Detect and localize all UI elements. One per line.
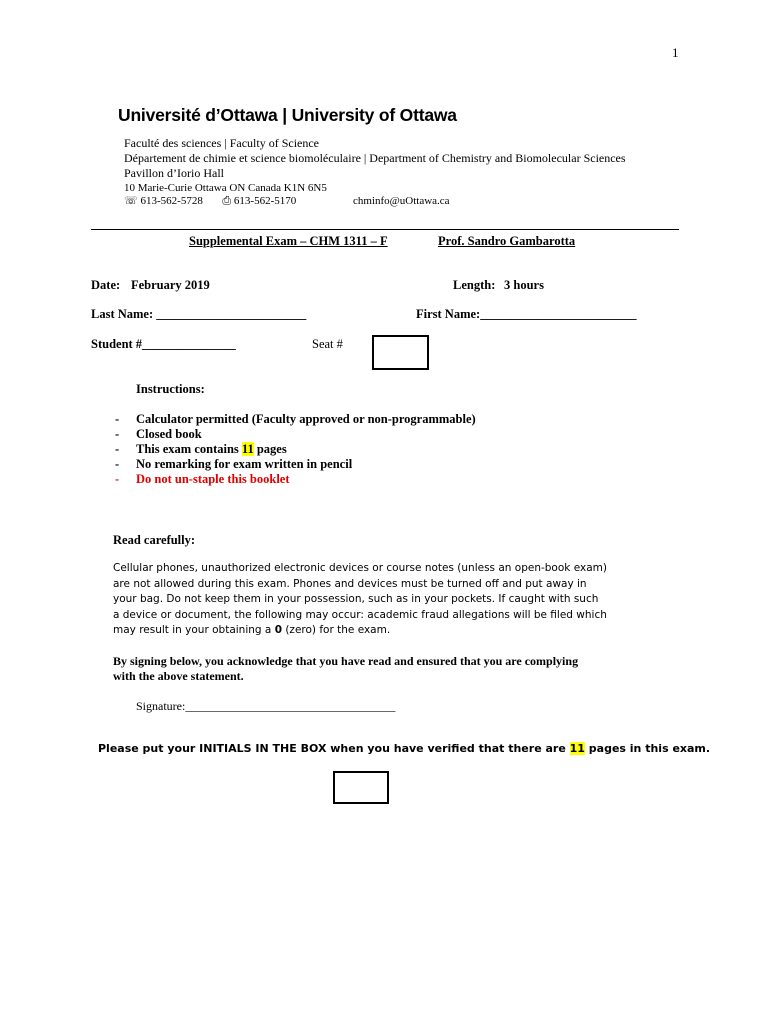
list-item [115,442,535,457]
initials-box[interactable] [333,771,389,804]
bullet-dash: - [115,472,120,486]
telephone-icon: ☏ [124,195,138,207]
instruction-text-warning: Do not un-staple this booklet [136,472,290,486]
instruction-text: Calculator permitted (Faculty approved or non-programmable) [136,412,476,426]
faculty-line: Faculté des sciences | Faculty of Science [124,136,319,150]
list-item [115,427,535,442]
paragraph-line-post: (zero) for the exam. [282,624,391,636]
date-label: Date: [91,278,121,292]
header-divider [91,229,679,230]
sign-statement-line2: with the above statement. [113,669,244,683]
building-line: Pavillon d’Iorio Hall [124,166,224,180]
professor-name: Prof. Sandro Gambarotta [438,234,576,248]
student-number-field[interactable]: Student #_______________ [91,337,236,351]
signature-field[interactable]: Signature:___________________________________ [136,699,396,713]
zero-grade: 0 [274,624,282,636]
last-name-field[interactable]: Last Name: ________________________ [91,307,307,321]
page-count-highlight: 11 [241,442,254,456]
initials-instruction-post: pages in this exam. [584,742,711,755]
paragraph-line-pre: may result in your obtaining a [113,624,275,636]
instruction-text: Closed book [136,427,202,441]
paragraph-line: Cellular phones, unauthorized electronic devices or course notes (unless an open-book exam) [113,562,607,574]
instruction-text-post: pages [253,442,287,456]
date-value: February 2019 [131,278,210,292]
paragraph-line [113,623,615,639]
length-value: 3 hours [504,278,544,292]
list-item [115,472,535,487]
university-logo: Université d’Ottawa | University of Ottawa [118,105,457,125]
paragraph-line: your bag. Do not keep them in your possession, such as in your pockets. If caught with such [113,593,599,605]
paragraph-line: a device or document, the following may occur: academic fraud allegations will be filed which [113,608,607,621]
list-item [115,412,535,427]
seat-label: Seat # [312,337,343,351]
first-name-field[interactable]: First Name:_________________________ [416,307,637,321]
initials-instruction [98,742,710,755]
page-number: 1 [672,45,679,60]
instructions-list [115,412,535,487]
page-count-highlight: 11 [569,742,585,755]
instructions-heading: Instructions: [136,382,205,396]
contact-line [124,194,296,209]
sign-statement-line1: By signing below, you acknowledge that you have read and ensured that you are complying [113,654,579,668]
bullet-dash: - [115,442,120,456]
seat-number-box[interactable] [372,335,429,370]
policy-paragraph [113,561,615,639]
street-address-line: 10 Marie-Curie Ottawa ON Canada K1N 6N5 [124,182,327,194]
bullet-dash: - [115,427,120,441]
instruction-text-pre: This exam contains [136,442,242,456]
read-carefully-heading: Read carefully: [113,533,196,547]
length-label: Length: [453,278,496,292]
phone-number: 613-562-5728 [140,195,203,207]
bullet-dash: - [115,412,120,426]
instruction-text [136,442,287,457]
fax-icon: ⎙ [222,195,232,207]
email-link[interactable]: chminfo@uOttawa.ca [353,195,450,207]
initials-instruction-pre: Please put your INITIALS IN THE BOX when you have verified that there are [98,742,570,755]
exam-title: Supplemental Exam – CHM 1311 – F [189,234,388,248]
fax-number: 613-562-5170 [233,195,297,207]
bullet-dash: - [115,457,120,471]
instruction-text: No remarking for exam written in pencil [136,457,353,471]
department-line: Département de chimie et science biomoléculaire | Department of Chemistry and Biomolecular Sciences [124,151,626,165]
list-item [115,457,535,472]
paragraph-line: are not allowed during this exam. Phones and devices must be turned off and put away in [113,577,587,590]
